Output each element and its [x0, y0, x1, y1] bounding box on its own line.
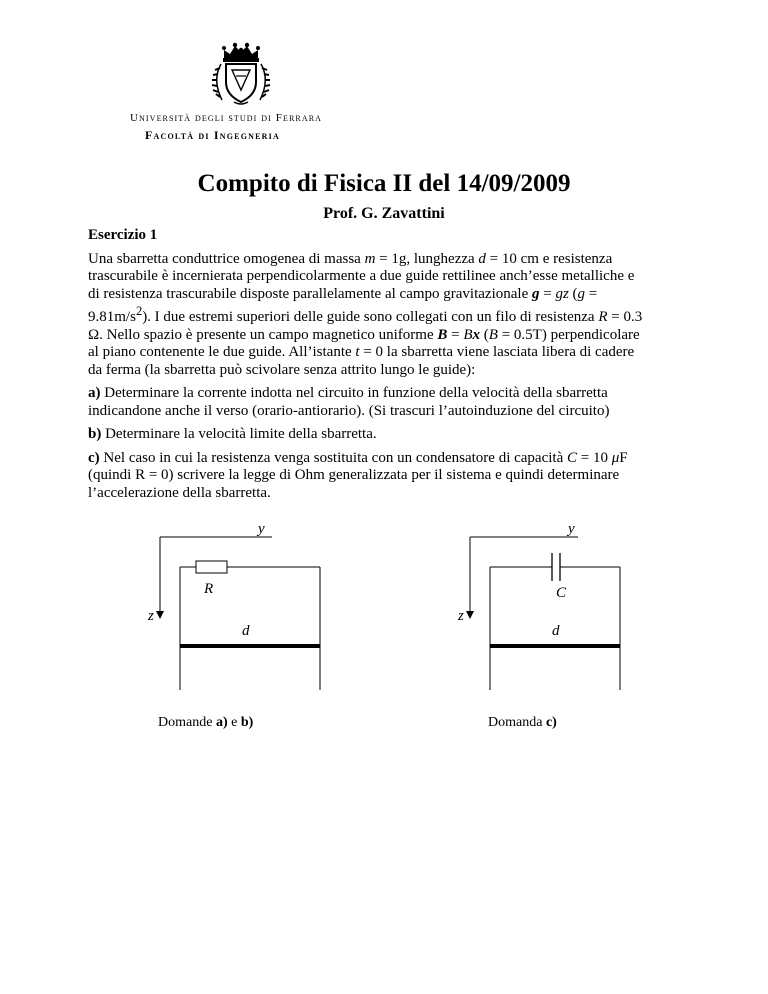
statement-text: = 1g, lunghezza	[375, 250, 479, 267]
statement-text: =	[539, 285, 556, 302]
statement-text: (	[568, 285, 578, 302]
statement-text: ). I due estremi superiori delle guide sono collegati con un filo di resistenza	[142, 309, 599, 325]
symbol-gz: gz	[555, 285, 569, 302]
question-b	[88, 426, 648, 444]
right-z-axis-label: z	[458, 608, 464, 624]
caption-text: e	[227, 715, 241, 730]
exercise-statement	[88, 251, 648, 380]
question-a	[88, 385, 648, 420]
faculty-name: Facoltà di Ingegneria	[145, 128, 280, 142]
caption-text: Domande	[158, 715, 216, 730]
statement-text: = 0 la sbarretta viene lasciata libera di cadere da ferma (la sbarretta può scivolare senza attrito lungo le guide):	[88, 344, 635, 378]
symbol-c: C	[567, 449, 578, 466]
question-c-text: F (quindi R = 0) scrivere la legge di Ohm generalizzata per il sistema e quindi determinare l’accelerazione della sbarretta.	[88, 449, 628, 501]
question-a-label: a)	[88, 385, 101, 401]
question-b-label: b)	[88, 426, 102, 442]
question-c	[88, 450, 648, 503]
circuit-figures	[140, 525, 660, 740]
question-c-text: Nel caso in cui la resistenza venga sostituita con un condensatore di capacità	[99, 449, 567, 466]
symbol-b-vector: B	[437, 326, 448, 343]
university-crest-logo	[206, 40, 276, 106]
circuit-diagrams	[140, 525, 660, 695]
statement-text: = 10 cm e resistenza trascurabile è incernierata perpendicolarmente a due guide rettilinee anch’esse metalliche e di resistenza trascurabile disposte parallelamente al campo gravitazionale	[88, 250, 635, 302]
caption-label: a)	[215, 715, 228, 730]
caption-label: c)	[545, 715, 557, 730]
caption-text: Domanda	[488, 715, 546, 730]
question-c-label: c)	[88, 449, 100, 466]
right-circuit-diagram	[457, 525, 620, 690]
question-c-text: = 10	[577, 449, 612, 466]
symbol-d: d	[478, 250, 486, 267]
symbol-b: B	[463, 326, 473, 343]
symbol-t: t	[355, 344, 360, 360]
left-circuit-diagram	[147, 525, 320, 690]
left-y-axis-label: y	[258, 525, 265, 537]
statement-text: Una sbarretta conduttrice omogenea di massa	[88, 250, 365, 267]
right-figure-caption	[488, 715, 557, 731]
capacitor-label: C	[556, 585, 567, 601]
symbol-x-vector: x	[472, 326, 481, 343]
caption-label: b)	[240, 715, 254, 730]
statement-text: (	[480, 326, 489, 343]
statement-text: =	[447, 326, 464, 343]
statement-text: = 9.81m/s	[88, 285, 598, 325]
right-conducting-bar	[490, 644, 620, 648]
symbol-g: g	[577, 285, 586, 302]
exercise-content	[88, 227, 648, 508]
right-length-label: d	[552, 623, 560, 639]
right-y-axis-label: y	[568, 525, 575, 537]
symbol-mu: μ	[611, 449, 620, 466]
statement-text: = 0.5T) perpendicolare al piano contenente le due guide. All’istante	[88, 326, 640, 360]
symbol-g-vector: g	[531, 285, 540, 302]
left-conducting-bar	[180, 644, 320, 648]
left-z-axis-label: z	[148, 608, 154, 624]
document-author: Prof. G. Zavattini	[323, 205, 445, 222]
symbol-r: R	[598, 309, 608, 325]
resistor-label: R	[204, 581, 214, 597]
resistor-icon	[196, 561, 227, 573]
exponent: 2	[135, 304, 143, 318]
question-a-text: Determinare la corrente indotta nel circuito in funzione della velocità della sbarretta indicandone anche il verso (orario-antiorario). (Si trascuri l’autoinduzione del circuito)	[88, 385, 610, 419]
university-name: Università degli studi di Ferrara	[130, 112, 323, 124]
exercise-heading: Esercizio 1	[88, 227, 158, 243]
left-figure-caption	[158, 715, 253, 731]
symbol-b: B	[488, 326, 498, 343]
question-b-text: Determinare la velocità limite della sbarretta.	[101, 426, 377, 442]
left-length-label: d	[242, 623, 250, 639]
statement-text: = 0.3 Ω. Nello spazio è presente un campo magnetico uniforme	[88, 309, 643, 343]
symbol-m: m	[364, 250, 376, 267]
document-title: Compito di Fisica II del 14/09/2009	[197, 170, 571, 197]
